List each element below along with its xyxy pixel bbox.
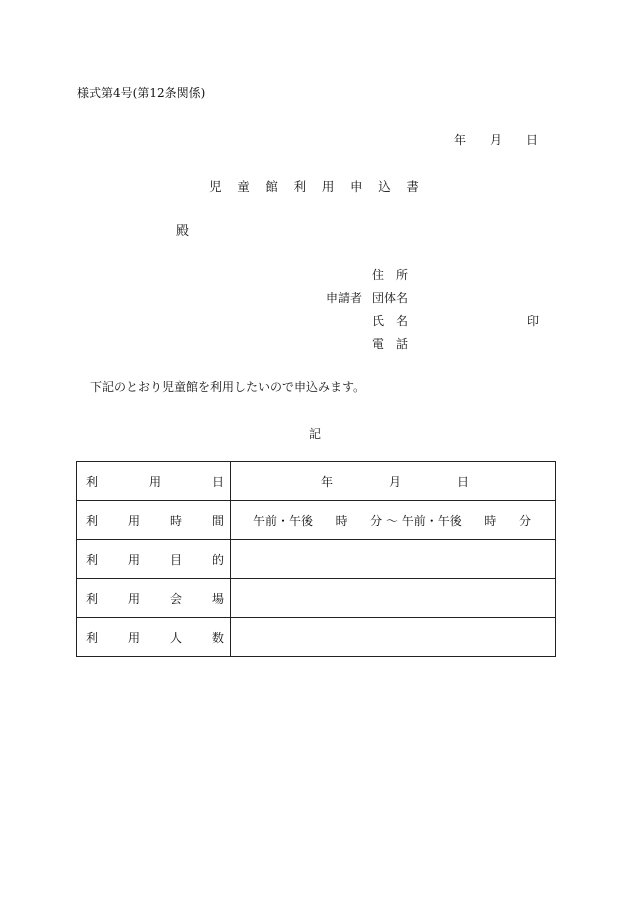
usage-venue-label [77, 579, 231, 618]
title-char: 用 [321, 179, 335, 194]
address-label-char: 所 [395, 268, 408, 282]
ki-heading: 記 [309, 427, 322, 441]
label-char: 場 [211, 591, 224, 606]
label-char: 利 [86, 630, 99, 645]
start-hour-label: 時 [335, 513, 348, 528]
label-char: 利 [86, 552, 99, 567]
label-char: 用 [148, 474, 161, 489]
usage-time-field[interactable] [231, 501, 556, 540]
details-table [76, 461, 556, 657]
usage-time-label [77, 501, 231, 540]
table-row [77, 462, 556, 501]
title-char: 童 [237, 179, 250, 194]
title-char: 書 [406, 179, 419, 194]
name-label-char: 名 [395, 314, 408, 328]
label-char: 人 [169, 630, 182, 645]
year-label: 年 [321, 474, 334, 489]
usage-date-field[interactable] [231, 462, 556, 501]
phone-label-char: 電 [372, 337, 385, 351]
label-char: 用 [127, 552, 140, 567]
label-char: 用 [127, 591, 140, 606]
label-char: 用 [127, 630, 140, 645]
date-month-label: 月 [489, 133, 502, 147]
title-char: 児 [209, 179, 222, 194]
title-char: 込 [378, 179, 391, 194]
seal-mark: 印 [527, 314, 540, 328]
title-char: 館 [265, 179, 278, 194]
title-char: 利 [293, 179, 307, 194]
month-label: 月 [388, 474, 401, 489]
date-day-label: 日 [525, 133, 538, 147]
address-label [372, 266, 408, 283]
label-char: 時 [169, 513, 182, 528]
label-char: 目 [169, 552, 182, 567]
addressee-suffix: 殿 [176, 224, 190, 239]
label-char: 間 [211, 513, 224, 528]
usage-date-label [77, 462, 231, 501]
usage-venue-field[interactable] [231, 579, 556, 618]
document-title [209, 177, 419, 195]
table-row [77, 618, 556, 657]
usage-purpose-field[interactable] [231, 540, 556, 579]
phone-label [372, 335, 408, 352]
name-label-char: 氏 [372, 314, 385, 328]
attendee-count-field[interactable] [231, 618, 556, 657]
name-label [372, 312, 408, 329]
phone-label-char: 話 [395, 337, 408, 351]
attendee-count-label [77, 618, 231, 657]
group-name-label: 団体名 [372, 291, 409, 305]
label-char: 利 [86, 513, 99, 528]
end-hour-label: 時 [484, 513, 497, 528]
address-label-char: 住 [372, 268, 385, 282]
date-year-label: 年 [454, 133, 467, 147]
label-char: 利 [86, 474, 99, 489]
label-char: 的 [211, 552, 224, 567]
day-label: 日 [456, 474, 469, 489]
form-number: 様式第4号(第12条関係) [77, 86, 206, 100]
start-minute-to-end-ampm-label: 分 〜 午前・午後 [370, 513, 462, 528]
date-line [454, 131, 538, 148]
label-char: 会 [169, 591, 182, 606]
label-char: 用 [127, 513, 140, 528]
table-row [77, 501, 556, 540]
label-char: 日 [211, 474, 224, 489]
title-char: 申 [350, 179, 363, 194]
body-text: 下記のとおり児童館を利用したいので申込みます。 [90, 380, 366, 394]
end-minute-label: 分 [518, 513, 531, 528]
table-row [77, 540, 556, 579]
label-char: 利 [86, 591, 99, 606]
usage-purpose-label [77, 540, 231, 579]
start-ampm-label: 午前・午後 [253, 513, 314, 528]
table-row [77, 579, 556, 618]
label-char: 数 [211, 630, 224, 645]
applicant-label: 申請者 [326, 291, 363, 305]
